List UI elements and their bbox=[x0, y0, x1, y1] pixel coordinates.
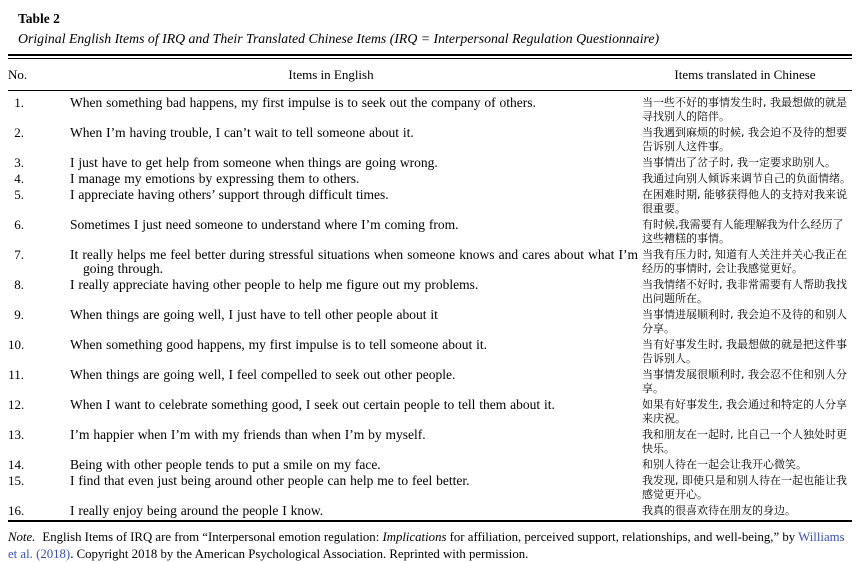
column-header-english: Items in English bbox=[24, 59, 638, 91]
table-row bbox=[8, 172, 852, 188]
item-chinese: 我通过向别人倾诉来调节自己的负面情绪。 bbox=[642, 172, 851, 185]
item-number: 13. bbox=[8, 427, 25, 442]
table-row bbox=[8, 428, 852, 458]
item-number: 12. bbox=[8, 397, 25, 412]
item-english: When something bad happens, my first impulse is to seek out the company of others. bbox=[70, 95, 536, 110]
item-english: I just have to get help from someone when things are going wrong. bbox=[70, 155, 438, 170]
item-number: 2. bbox=[14, 125, 24, 140]
table-row bbox=[8, 368, 852, 398]
item-english: I find that even just being around other people can help me to feel better. bbox=[70, 473, 470, 488]
item-chinese: 和别人待在一起会让我开心微笑。 bbox=[642, 458, 807, 471]
irq-items-table bbox=[8, 59, 852, 522]
table-header bbox=[8, 59, 852, 91]
item-english: When something good happens, my first impulse is to tell someone about it. bbox=[70, 337, 487, 352]
table-caption: Original English Items of IRQ and Their Translated Chinese Items (IRQ = Interpersonal Regulation Questionnaire) bbox=[18, 31, 660, 46]
table-row bbox=[8, 458, 852, 474]
citation-link[interactable]: Williams et al. (2018) bbox=[8, 530, 845, 561]
note-label: Note. bbox=[8, 530, 36, 544]
item-english: I appreciate having others’ support through difficult times. bbox=[70, 187, 389, 202]
table-row bbox=[8, 308, 852, 338]
table-row bbox=[8, 474, 852, 504]
item-english: When I’m having trouble, I can’t wait to tell someone about it. bbox=[70, 125, 414, 140]
item-number: 6. bbox=[14, 217, 24, 232]
item-chinese: 我和朋友在一起时, 比自己一个人独处时更快乐。 bbox=[642, 428, 847, 455]
item-chinese: 当一些不好的事情发生时, 我最想做的就是寻找别人的陪伴。 bbox=[642, 96, 847, 123]
item-english: I really appreciate having other people to help me figure out my problems. bbox=[70, 277, 479, 292]
column-header-chinese: Items translated in Chinese bbox=[638, 59, 852, 91]
note-italic-word: Implications bbox=[382, 530, 447, 544]
note-text: . Copyright 2018 by the American Psychological Association. Reprinted with permission. bbox=[70, 546, 529, 561]
item-number: 3. bbox=[14, 155, 24, 170]
item-chinese: 我真的很喜欢待在朋友的身边。 bbox=[642, 504, 796, 517]
table-row bbox=[8, 218, 852, 248]
item-number: 7. bbox=[14, 247, 24, 262]
table-row bbox=[8, 248, 852, 278]
table-row bbox=[8, 338, 852, 368]
table-row bbox=[8, 398, 852, 428]
table-row bbox=[8, 504, 852, 521]
item-chinese: 当事情进展顺利时, 我会迫不及待的和别人分享。 bbox=[642, 308, 847, 335]
table-row bbox=[8, 278, 852, 308]
item-number: 11. bbox=[8, 367, 24, 382]
item-chinese: 当我有压力时, 知道有人关注并关心我正在经历的事情时, 会让我感觉更好。 bbox=[642, 248, 847, 275]
item-chinese: 当事情发展很顺利时, 我会忍不住和别人分享。 bbox=[642, 368, 847, 395]
column-header-no: No. bbox=[8, 59, 24, 91]
table-row bbox=[8, 156, 852, 172]
item-english: I really enjoy being around the people I know. bbox=[70, 503, 324, 518]
item-chinese: 当有好事发生时, 我最想做的就是把这件事告诉别人。 bbox=[642, 338, 847, 365]
item-english: When things are going well, I feel compelled to seek out other people. bbox=[70, 367, 456, 382]
item-chinese: 有时候,我需要有人能理解我为什么经历了这些糟糕的事情。 bbox=[642, 218, 844, 245]
item-chinese: 如果有好事发生, 我会通过和特定的人分享来庆祝。 bbox=[642, 398, 847, 425]
table-body bbox=[8, 91, 852, 522]
item-english: Being with other people tends to put a smile on my face. bbox=[70, 457, 381, 472]
table-note bbox=[8, 529, 852, 562]
item-english: It really helps me feel better during stressful situations when someone knows and cares about what I’m going through. bbox=[70, 247, 638, 276]
table-label: Table 2 bbox=[18, 11, 60, 26]
item-number: 1. bbox=[14, 95, 24, 110]
item-chinese: 当事情出了岔子时, 我一定要求助别人。 bbox=[642, 156, 836, 169]
item-number: 5. bbox=[14, 187, 24, 202]
item-number: 15. bbox=[8, 473, 25, 488]
item-english: When I want to celebrate something good, I seek out certain people to tell them about it. bbox=[70, 397, 555, 412]
note-text: English Items of IRQ are from “Interpersonal emotion regulation: bbox=[42, 530, 383, 544]
item-chinese: 当我情绪不好时, 我非常需要有人帮助我找出问题所在。 bbox=[642, 278, 847, 305]
item-english: When things are going well, I just have to tell other people about it bbox=[70, 307, 438, 322]
note-text: for affiliation, perceived support, relationships, and well-being,” by bbox=[446, 530, 799, 544]
item-chinese: 当我遇到麻烦的时候, 我会迫不及待的想要告诉别人这件事。 bbox=[642, 126, 847, 153]
item-english: I’m happier when I’m with my friends than when I’m by myself. bbox=[70, 427, 426, 442]
item-chinese: 在困难时期, 能够获得他人的支持对我来说很重要。 bbox=[642, 188, 847, 215]
item-english: Sometimes I just need someone to understand where I’m coming from. bbox=[70, 217, 459, 232]
table-row bbox=[8, 188, 852, 218]
table-row bbox=[8, 91, 852, 127]
item-chinese: 我发现, 即使只是和别人待在一起也能让我感觉更开心。 bbox=[642, 474, 847, 501]
item-number: 4. bbox=[14, 171, 24, 186]
item-number: 8. bbox=[14, 277, 24, 292]
header-row bbox=[8, 59, 852, 91]
table-row bbox=[8, 126, 852, 156]
item-number: 9. bbox=[14, 307, 24, 322]
item-number: 10. bbox=[8, 337, 25, 352]
item-number: 14. bbox=[8, 457, 25, 472]
item-english: I manage my emotions by expressing them to others. bbox=[70, 171, 360, 186]
item-number: 16. bbox=[8, 503, 25, 518]
